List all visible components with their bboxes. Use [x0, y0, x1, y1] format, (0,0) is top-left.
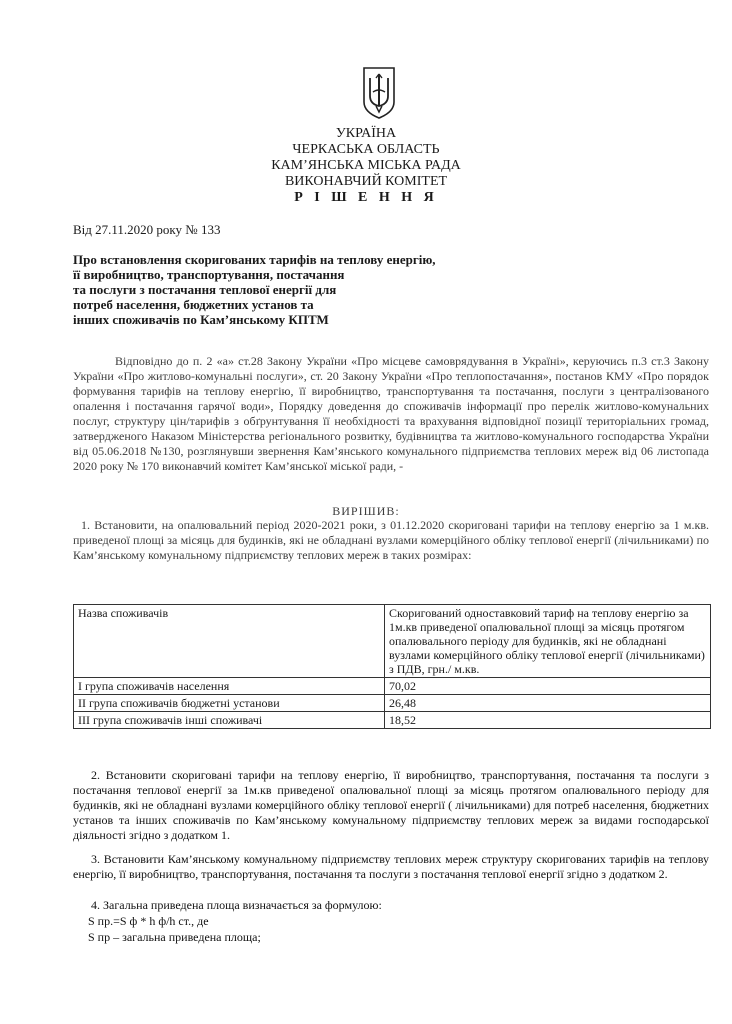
subject-line: її виробництво, транспортування, постачання: [73, 267, 345, 282]
tariff-table: [73, 604, 711, 729]
consumer-group-name: ІІ група споживачів бюджетні установи: [74, 695, 385, 712]
council-name: КАМ’ЯНСЬКА МІСЬКА РАДА: [271, 158, 461, 173]
document-header: [0, 126, 732, 206]
subject-line: та послуги з постачання теплової енергії для: [73, 282, 337, 297]
decision-subject: [73, 252, 533, 327]
oblast-name: ЧЕРКАСЬКА ОБЛАСТЬ: [292, 142, 440, 157]
subject-line: Про встановлення скоригованих тарифів на теплову енергію,: [73, 252, 436, 267]
formula-line: S пр.=S ф * h ф/h ст., де: [88, 914, 209, 928]
table-header-consumers: Назва споживачів: [74, 605, 385, 678]
formula-definition: S пр – загальна приведена площа;: [88, 930, 261, 944]
item-2-paragraph: 2. Встановити скориговані тарифи на теплову енергію, її виробництво, транспортування, постачання та послуги з постачання теплової енергії за 1м.кв приведеної опалювальної площі за місяць протягом опалювального періоду для будинків, які не обладнані вузлами комерційного обліку теплової енергії ( лічильниками) для потреб населення, бюджетних установ та інших споживачів по Кам’янському комунальному підприємству теплових мереж за видами господарської діяльності згідно з додатком 1.: [73, 768, 709, 842]
document-type: Р І Ш Е Н Н Я: [294, 190, 438, 205]
table-row: [74, 695, 711, 712]
table-header-row: [74, 605, 711, 678]
item-4-paragraph: 4. Загальна приведена площа визначається за формулою:: [91, 898, 382, 912]
subject-line: потреб населення, бюджетних установ та: [73, 297, 314, 312]
preamble-paragraph: Відповідно до п. 2 «а» ст.28 Закону України «Про місцеве самоврядування в Україні», керуючись п.3 ст.3 Закону України «Про житлово-комунальні послуги», ст. 20 Закону України «Про теплопостачання», постанов КМУ «Про порядок формування тарифів на теплову енергію, її виробництво, транспортування та постачання, послуги з централізованого опалення і постачання гарячої води», Порядку доведення до споживачів інформації про перелік житлово-комунальних послуг, структуру цін/тарифів з обґрунтування її необхідності та врахування відповідної позиції територіальних громад, затвердженого Наказом Міністерства регіонального розвитку, будівництва та житлово-комунального господарства України від 05.06.2018 №130, розглянувши звернення Кам’янського комунального підприємства теплових мереж від 06 листопада 2020 року № 170 виконавчий комітет Кам’янської міської ради, -: [73, 354, 709, 473]
item-3-paragraph: 3. Встановити Кам’янському комунальному підприємству теплових мереж структуру скоригованих тарифів на теплову енергію, її виробництво, транспортування, постачання та послуги з постачання теплової енергії згідно з додатком 2.: [73, 852, 709, 881]
table-row: [74, 678, 711, 695]
tariff-value: 26,48: [385, 695, 711, 712]
consumer-group-name: ІІІ група споживачів інші споживачі: [74, 712, 385, 729]
subject-line: інших споживачів по Кам’янському КПТМ: [73, 312, 329, 327]
country-name: УКРАЇНА: [335, 126, 397, 141]
tariff-value: 70,02: [385, 678, 711, 695]
committee-name: ВИКОНАВЧИЙ КОМІТЕТ: [284, 174, 448, 189]
table-header-tariff: Скоригований одноставковий тариф на теплову енергію за 1м.кв приведеної опалювальної площі за місяць протягом опалювального періоду для будинків, які не обладнані вузлами комерційного обліку теплової енергії (лічильниками) з ПДВ, грн./ м.кв.: [385, 605, 711, 678]
date-and-number: Від 27.11.2020 року № 133: [73, 222, 221, 237]
item-1-paragraph: 1. Встановити, на опалювальний період 2020-2021 роки, з 01.12.2020 скориговані тарифи на теплову енергію за 1 м.кв. приведеної площі за місяць для будинків, які не обладнані вузлами комерційного обліку теплової енергії (лічильниками) по Кам’янському комунальному підприємству теплових мереж в таких розмірах:: [73, 518, 709, 562]
resolved-heading: ВИРІШИВ:: [332, 504, 400, 518]
tariff-value: 18,52: [385, 712, 711, 729]
table-row: [74, 712, 711, 729]
trident-coat-of-arms-icon: [362, 66, 396, 120]
consumer-group-name: І група споживачів населення: [74, 678, 385, 695]
